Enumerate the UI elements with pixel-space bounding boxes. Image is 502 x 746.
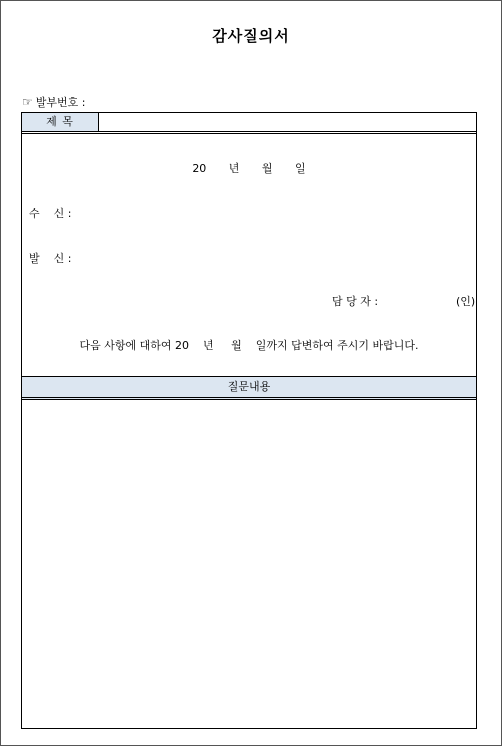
question-header: 질문내용 xyxy=(22,376,476,400)
subject-row xyxy=(22,113,476,134)
seal-mark: (인) xyxy=(456,295,476,308)
doc-number-row xyxy=(22,94,85,110)
date-line: 20 년 월 일 xyxy=(192,162,306,175)
subject-label: 제 목 xyxy=(22,113,99,131)
doc-number-label: 발부번호 : xyxy=(35,96,86,109)
subject-field[interactable] xyxy=(100,113,476,131)
manager-label: 담 당 자 : xyxy=(332,295,379,308)
question-body-field[interactable] xyxy=(22,400,476,728)
form-frame xyxy=(21,112,477,729)
form-title: 감사질의서 xyxy=(212,27,290,45)
pointing-hand-icon: ☞ xyxy=(22,95,33,109)
sender-label: 발 신 : xyxy=(29,252,72,265)
request-sentence: 다음 사항에 대하여 20 년 월 일까지 답변하여 주시기 바랍니다. xyxy=(79,339,419,352)
recipient-label: 수 신 : xyxy=(29,207,72,220)
